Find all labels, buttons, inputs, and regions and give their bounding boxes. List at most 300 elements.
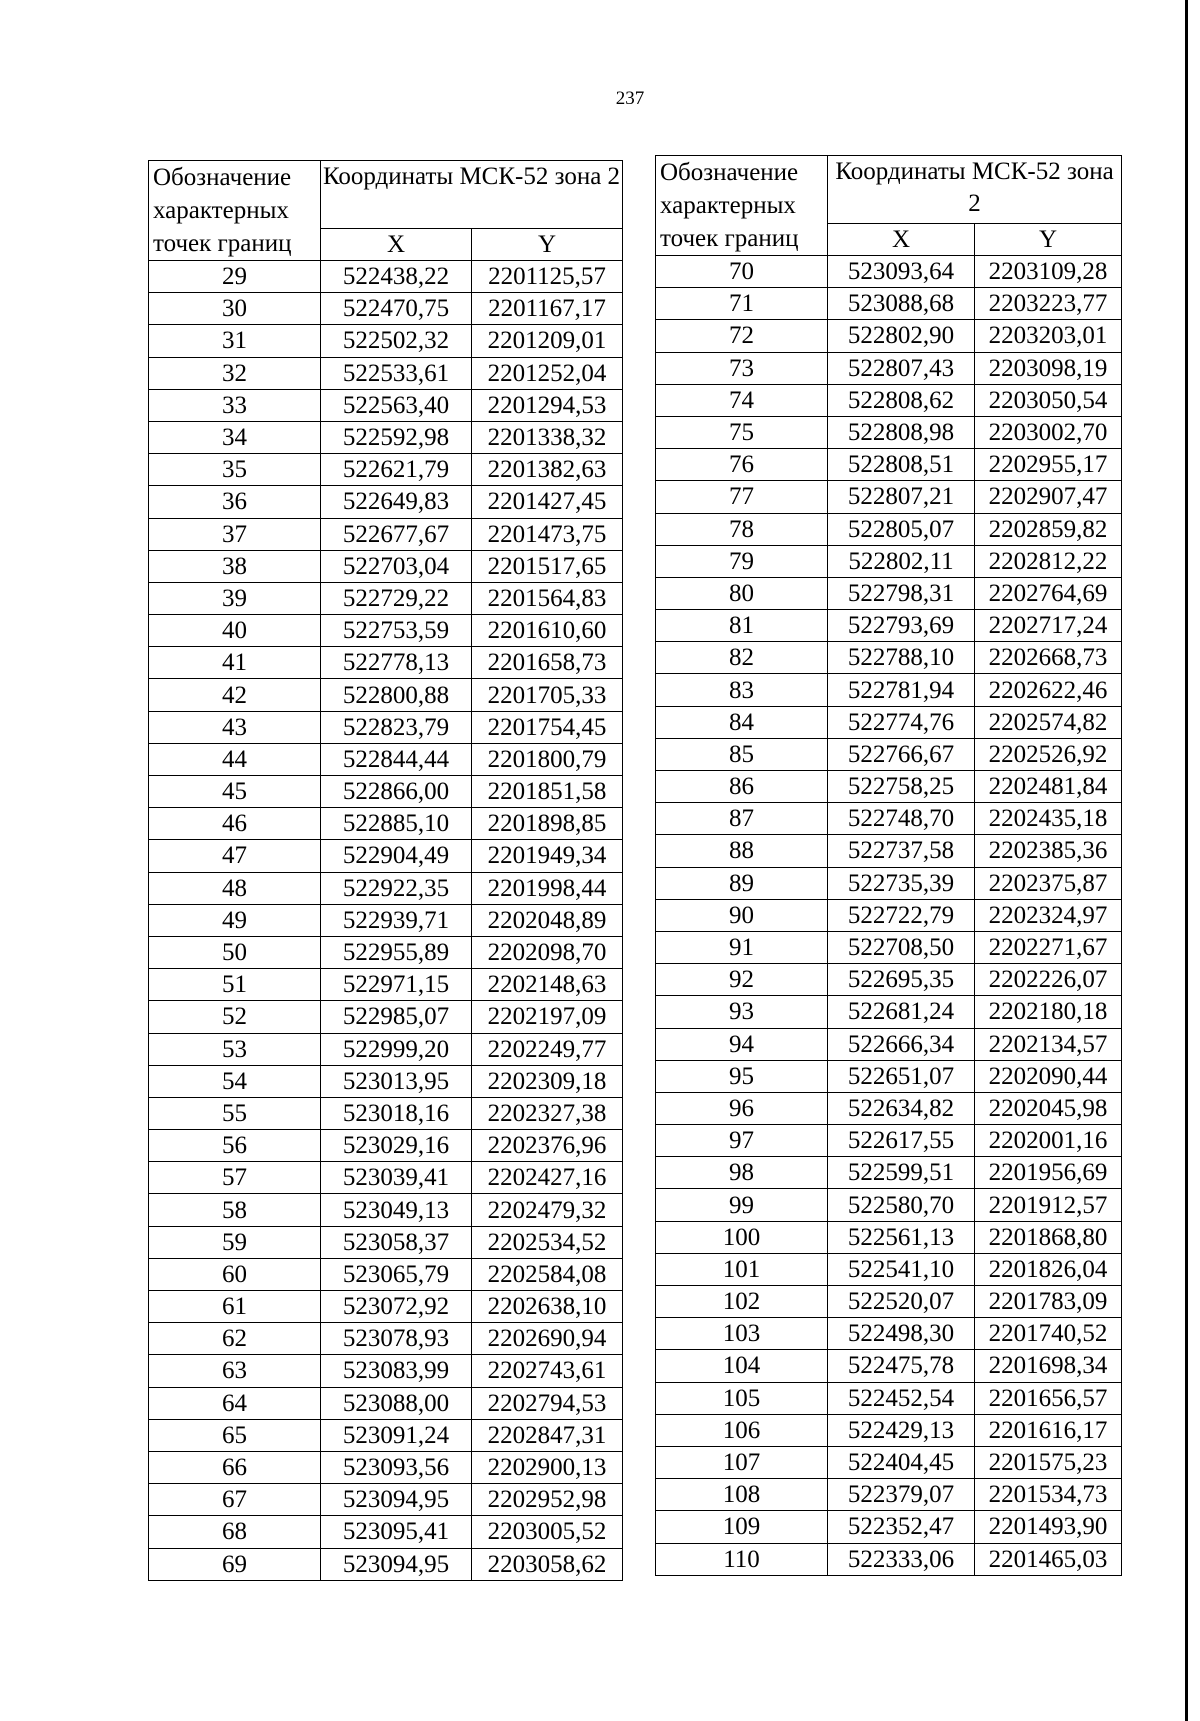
point-id-cell: 40: [149, 615, 321, 647]
y-coord-cell: 2201610,60: [472, 615, 623, 647]
table-row: [149, 1258, 623, 1290]
x-coord-cell: 523088,00: [321, 1387, 472, 1419]
point-id-cell: 77: [656, 481, 828, 513]
table-row: [656, 931, 1122, 963]
x-coord-cell: 523078,93: [321, 1323, 472, 1355]
y-coord-cell: 2201826,04: [975, 1253, 1122, 1285]
x-coord-cell: 523094,95: [321, 1484, 472, 1516]
table-row: [656, 1157, 1122, 1189]
point-id-cell: 41: [149, 647, 321, 679]
x-coord-cell: 522735,39: [828, 867, 975, 899]
table-row: [149, 389, 623, 421]
table-row: [656, 1286, 1122, 1318]
table-row: [149, 1419, 623, 1451]
table-row: [149, 1323, 623, 1355]
y-coord-cell: 2202622,46: [975, 674, 1122, 706]
table-row: [656, 610, 1122, 642]
header-y: Y: [975, 224, 1122, 256]
y-coord-cell: 2201616,17: [975, 1414, 1122, 1446]
y-coord-cell: 2202324,97: [975, 899, 1122, 931]
y-coord-cell: 2201658,73: [472, 647, 623, 679]
y-coord-cell: 2201898,85: [472, 808, 623, 840]
y-coord-cell: 2202376,96: [472, 1130, 623, 1162]
x-coord-cell: 522748,70: [828, 803, 975, 835]
x-coord-cell: 522617,55: [828, 1125, 975, 1157]
table-row: [149, 1516, 623, 1548]
point-id-cell: 69: [149, 1548, 321, 1580]
point-id-cell: 29: [149, 261, 321, 293]
point-id-cell: 98: [656, 1157, 828, 1189]
y-coord-cell: 2201125,57: [472, 261, 623, 293]
page-number: 237: [615, 88, 645, 109]
point-id-cell: 37: [149, 518, 321, 550]
y-coord-cell: 2202668,73: [975, 642, 1122, 674]
x-coord-cell: 522802,90: [828, 320, 975, 352]
table-row: [149, 1451, 623, 1483]
y-coord-cell: 2203203,01: [975, 320, 1122, 352]
point-id-cell: 110: [656, 1543, 828, 1575]
y-coord-cell: 2202794,53: [472, 1387, 623, 1419]
y-coord-cell: 2202309,18: [472, 1065, 623, 1097]
x-coord-cell: 522621,79: [321, 454, 472, 486]
x-coord-cell: 522781,94: [828, 674, 975, 706]
x-coord-cell: 523094,95: [321, 1548, 472, 1580]
table-row: [656, 1350, 1122, 1382]
x-coord-cell: 522955,89: [321, 936, 472, 968]
x-coord-cell: 523065,79: [321, 1258, 472, 1290]
point-id-cell: 48: [149, 872, 321, 904]
x-coord-cell: 522793,69: [828, 610, 975, 642]
y-coord-cell: 2201564,83: [472, 582, 623, 614]
table-row: [656, 449, 1122, 481]
y-coord-cell: 2201912,57: [975, 1189, 1122, 1221]
x-coord-cell: 522561,13: [828, 1221, 975, 1253]
y-coord-cell: 2202859,82: [975, 513, 1122, 545]
y-coord-cell: 2201868,80: [975, 1221, 1122, 1253]
table-row: [656, 256, 1122, 288]
y-coord-cell: 2202526,92: [975, 738, 1122, 770]
x-coord-cell: 522985,07: [321, 1001, 472, 1033]
table-row: [656, 1125, 1122, 1157]
table-row: [656, 642, 1122, 674]
point-id-cell: 62: [149, 1323, 321, 1355]
table-row: [656, 1446, 1122, 1478]
table-row: [656, 288, 1122, 320]
table-row: [149, 550, 623, 582]
table-row: [149, 1065, 623, 1097]
point-id-cell: 32: [149, 357, 321, 389]
table-row: [149, 1097, 623, 1129]
x-coord-cell: 522885,10: [321, 808, 472, 840]
point-id-cell: 107: [656, 1446, 828, 1478]
x-coord-cell: 522681,24: [828, 996, 975, 1028]
x-coord-cell: 523039,41: [321, 1162, 472, 1194]
point-id-cell: 76: [656, 449, 828, 481]
point-id-cell: 56: [149, 1130, 321, 1162]
x-coord-cell: 523083,99: [321, 1355, 472, 1387]
table-row: [656, 320, 1122, 352]
y-coord-cell: 2202098,70: [472, 936, 623, 968]
table-row: [656, 1092, 1122, 1124]
y-coord-cell: 2201783,09: [975, 1286, 1122, 1318]
x-coord-cell: 523018,16: [321, 1097, 472, 1129]
y-coord-cell: 2201294,53: [472, 389, 623, 421]
x-coord-cell: 522649,83: [321, 486, 472, 518]
x-coord-cell: 523049,13: [321, 1194, 472, 1226]
point-id-cell: 101: [656, 1253, 828, 1285]
x-coord-cell: 522753,59: [321, 615, 472, 647]
x-coord-cell: 523029,16: [321, 1130, 472, 1162]
point-id-cell: 80: [656, 577, 828, 609]
x-coord-cell: 522774,76: [828, 706, 975, 738]
point-id-cell: 53: [149, 1033, 321, 1065]
header-coords-label: Координаты МСК-52 зона 2: [828, 156, 1122, 224]
y-coord-cell: 2202090,44: [975, 1060, 1122, 1092]
y-coord-cell: 2203058,62: [472, 1548, 623, 1580]
x-coord-cell: 522352,47: [828, 1511, 975, 1543]
table-row: [149, 357, 623, 389]
point-id-cell: 75: [656, 416, 828, 448]
x-coord-cell: 523058,37: [321, 1226, 472, 1258]
table-row: [149, 1355, 623, 1387]
table-row: [656, 481, 1122, 513]
point-id-cell: 88: [656, 835, 828, 867]
x-coord-cell: 522737,58: [828, 835, 975, 867]
x-coord-cell: 522520,07: [828, 1286, 975, 1318]
header-x: X: [828, 224, 975, 256]
x-coord-cell: 522541,10: [828, 1253, 975, 1285]
table-row: [149, 486, 623, 518]
header-x: X: [321, 229, 472, 261]
x-coord-cell: 522939,71: [321, 904, 472, 936]
point-id-cell: 55: [149, 1097, 321, 1129]
point-id-cell: 74: [656, 384, 828, 416]
point-id-cell: 63: [149, 1355, 321, 1387]
x-coord-cell: 522798,31: [828, 577, 975, 609]
point-id-cell: 83: [656, 674, 828, 706]
y-coord-cell: 2201493,90: [975, 1511, 1122, 1543]
x-coord-cell: 522805,07: [828, 513, 975, 545]
point-id-cell: 33: [149, 389, 321, 421]
point-id-cell: 30: [149, 293, 321, 325]
y-coord-cell: 2202717,24: [975, 610, 1122, 642]
point-id-cell: 49: [149, 904, 321, 936]
table-row: [149, 325, 623, 357]
point-id-cell: 39: [149, 582, 321, 614]
table-row: [656, 1318, 1122, 1350]
table-row: [656, 384, 1122, 416]
y-coord-cell: 2202690,94: [472, 1323, 623, 1355]
y-coord-cell: 2201800,79: [472, 743, 623, 775]
table-row: [656, 1060, 1122, 1092]
point-id-cell: 51: [149, 969, 321, 1001]
y-coord-cell: 2202197,09: [472, 1001, 623, 1033]
point-id-cell: 54: [149, 1065, 321, 1097]
table-row: [149, 261, 623, 293]
table-row: [149, 1001, 623, 1033]
y-coord-cell: 2202048,89: [472, 904, 623, 936]
x-coord-cell: 523013,95: [321, 1065, 472, 1097]
x-coord-cell: 522429,13: [828, 1414, 975, 1446]
x-coord-cell: 522470,75: [321, 293, 472, 325]
table-row: [656, 674, 1122, 706]
x-coord-cell: 522971,15: [321, 969, 472, 1001]
point-id-cell: 103: [656, 1318, 828, 1350]
x-coord-cell: 523072,92: [321, 1291, 472, 1323]
coordinates-table-right: [655, 155, 1122, 1576]
header-point-label: Обозначение характерных точек границ: [149, 161, 321, 261]
y-coord-cell: 2202427,16: [472, 1162, 623, 1194]
table-row: [656, 964, 1122, 996]
table-row: [656, 1511, 1122, 1543]
point-id-cell: 95: [656, 1060, 828, 1092]
point-id-cell: 72: [656, 320, 828, 352]
point-id-cell: 36: [149, 486, 321, 518]
x-coord-cell: 522788,10: [828, 642, 975, 674]
table-body-right: [656, 256, 1122, 1576]
x-coord-cell: 523095,41: [321, 1516, 472, 1548]
table-row: [149, 872, 623, 904]
y-coord-cell: 2203002,70: [975, 416, 1122, 448]
x-coord-cell: 522563,40: [321, 389, 472, 421]
point-id-cell: 66: [149, 1451, 321, 1483]
x-coord-cell: 522802,11: [828, 545, 975, 577]
table-row: [149, 679, 623, 711]
y-coord-cell: 2202375,87: [975, 867, 1122, 899]
point-id-cell: 79: [656, 545, 828, 577]
table-row: [656, 1221, 1122, 1253]
x-coord-cell: 522333,06: [828, 1543, 975, 1575]
y-coord-cell: 2202435,18: [975, 803, 1122, 835]
y-coord-cell: 2202271,67: [975, 931, 1122, 963]
table-row: [149, 518, 623, 550]
table-row: [656, 577, 1122, 609]
y-coord-cell: 2202001,16: [975, 1125, 1122, 1157]
y-coord-cell: 2202385,36: [975, 835, 1122, 867]
point-id-cell: 81: [656, 610, 828, 642]
x-coord-cell: 522708,50: [828, 931, 975, 963]
y-coord-cell: 2201740,52: [975, 1318, 1122, 1350]
point-id-cell: 82: [656, 642, 828, 674]
point-id-cell: 59: [149, 1226, 321, 1258]
y-coord-cell: 2201851,58: [472, 776, 623, 808]
x-coord-cell: 522533,61: [321, 357, 472, 389]
point-id-cell: 34: [149, 421, 321, 453]
y-coord-cell: 2201956,69: [975, 1157, 1122, 1189]
point-id-cell: 43: [149, 711, 321, 743]
point-id-cell: 50: [149, 936, 321, 968]
table-row: [149, 969, 623, 1001]
x-coord-cell: 522999,20: [321, 1033, 472, 1065]
table-row: [149, 1033, 623, 1065]
header-y: Y: [472, 229, 623, 261]
point-id-cell: 67: [149, 1484, 321, 1516]
table-row: [656, 835, 1122, 867]
header-coords-label: Координаты МСК-52 зона 2: [321, 161, 623, 229]
y-coord-cell: 2201517,65: [472, 550, 623, 582]
x-coord-cell: 522922,35: [321, 872, 472, 904]
x-coord-cell: 522677,67: [321, 518, 472, 550]
y-coord-cell: 2202743,61: [472, 1355, 623, 1387]
x-coord-cell: 522498,30: [828, 1318, 975, 1350]
point-id-cell: 94: [656, 1028, 828, 1060]
y-coord-cell: 2202180,18: [975, 996, 1122, 1028]
x-coord-cell: 522866,00: [321, 776, 472, 808]
point-id-cell: 71: [656, 288, 828, 320]
table-row: [149, 1291, 623, 1323]
point-id-cell: 84: [656, 706, 828, 738]
x-coord-cell: 523093,56: [321, 1451, 472, 1483]
x-coord-cell: 522379,07: [828, 1479, 975, 1511]
y-coord-cell: 2202764,69: [975, 577, 1122, 609]
y-coord-cell: 2201998,44: [472, 872, 623, 904]
table-row: [149, 1226, 623, 1258]
table-row: [149, 615, 623, 647]
y-coord-cell: 2202534,52: [472, 1226, 623, 1258]
x-coord-cell: 522807,43: [828, 352, 975, 384]
point-id-cell: 42: [149, 679, 321, 711]
y-coord-cell: 2202045,98: [975, 1092, 1122, 1124]
point-id-cell: 90: [656, 899, 828, 931]
point-id-cell: 102: [656, 1286, 828, 1318]
table-row: [656, 706, 1122, 738]
y-coord-cell: 2202481,84: [975, 771, 1122, 803]
table-row: [149, 808, 623, 840]
x-coord-cell: 522651,07: [828, 1060, 975, 1092]
y-coord-cell: 2201754,45: [472, 711, 623, 743]
table-row: [149, 647, 623, 679]
y-coord-cell: 2201465,03: [975, 1543, 1122, 1575]
y-coord-cell: 2202249,77: [472, 1033, 623, 1065]
y-coord-cell: 2202907,47: [975, 481, 1122, 513]
point-id-cell: 44: [149, 743, 321, 775]
table-row: [656, 899, 1122, 931]
y-coord-cell: 2201949,34: [472, 840, 623, 872]
x-coord-cell: 522807,21: [828, 481, 975, 513]
point-id-cell: 92: [656, 964, 828, 996]
x-coord-cell: 522800,88: [321, 679, 472, 711]
table-row: [656, 1414, 1122, 1446]
x-coord-cell: 523091,24: [321, 1419, 472, 1451]
x-coord-cell: 522592,98: [321, 421, 472, 453]
x-coord-cell: 523088,68: [828, 288, 975, 320]
table-row: [149, 454, 623, 486]
point-id-cell: 45: [149, 776, 321, 808]
y-coord-cell: 2202574,82: [975, 706, 1122, 738]
table-row: [656, 352, 1122, 384]
x-coord-cell: 522778,13: [321, 647, 472, 679]
point-id-cell: 108: [656, 1479, 828, 1511]
point-id-cell: 52: [149, 1001, 321, 1033]
coordinates-table-left: [148, 160, 623, 1581]
table-row: [656, 1189, 1122, 1221]
table-row: [149, 1548, 623, 1580]
point-id-cell: 70: [656, 256, 828, 288]
y-coord-cell: 2202952,98: [472, 1484, 623, 1516]
point-id-cell: 87: [656, 803, 828, 835]
table-row: [149, 776, 623, 808]
x-coord-cell: 522823,79: [321, 711, 472, 743]
table-row: [656, 513, 1122, 545]
table-body-left: [149, 261, 623, 1581]
y-coord-cell: 2202584,08: [472, 1258, 623, 1290]
table-row: [656, 771, 1122, 803]
point-id-cell: 99: [656, 1189, 828, 1221]
y-coord-cell: 2202900,13: [472, 1451, 623, 1483]
point-id-cell: 104: [656, 1350, 828, 1382]
y-coord-cell: 2201575,23: [975, 1446, 1122, 1478]
point-id-cell: 93: [656, 996, 828, 1028]
y-coord-cell: 2203005,52: [472, 1516, 623, 1548]
y-coord-cell: 2202327,38: [472, 1097, 623, 1129]
point-id-cell: 58: [149, 1194, 321, 1226]
point-id-cell: 46: [149, 808, 321, 840]
y-coord-cell: 2201167,17: [472, 293, 623, 325]
y-coord-cell: 2203109,28: [975, 256, 1122, 288]
x-coord-cell: 522695,35: [828, 964, 975, 996]
x-coord-cell: 522904,49: [321, 840, 472, 872]
table-row: [656, 1543, 1122, 1575]
x-coord-cell: 522634,82: [828, 1092, 975, 1124]
table-row: [149, 904, 623, 936]
x-coord-cell: 522666,34: [828, 1028, 975, 1060]
point-id-cell: 31: [149, 325, 321, 357]
y-coord-cell: 2201705,33: [472, 679, 623, 711]
x-coord-cell: 522502,32: [321, 325, 472, 357]
point-id-cell: 38: [149, 550, 321, 582]
x-coord-cell: 522808,62: [828, 384, 975, 416]
point-id-cell: 106: [656, 1414, 828, 1446]
header-point-label: Обозначение характерных точек границ: [656, 156, 828, 256]
x-coord-cell: 522452,54: [828, 1382, 975, 1414]
point-id-cell: 109: [656, 1511, 828, 1543]
y-coord-cell: 2201534,73: [975, 1479, 1122, 1511]
point-id-cell: 97: [656, 1125, 828, 1157]
table-row: [149, 582, 623, 614]
y-coord-cell: 2202955,17: [975, 449, 1122, 481]
y-coord-cell: 2202226,07: [975, 964, 1122, 996]
point-id-cell: 78: [656, 513, 828, 545]
point-id-cell: 47: [149, 840, 321, 872]
x-coord-cell: 522475,78: [828, 1350, 975, 1382]
point-id-cell: 100: [656, 1221, 828, 1253]
table-row: [149, 711, 623, 743]
table-row: [149, 1130, 623, 1162]
table-row: [656, 545, 1122, 577]
y-coord-cell: 2201209,01: [472, 325, 623, 357]
point-id-cell: 60: [149, 1258, 321, 1290]
y-coord-cell: 2202148,63: [472, 969, 623, 1001]
table-row: [149, 1162, 623, 1194]
point-id-cell: 57: [149, 1162, 321, 1194]
x-coord-cell: 522758,25: [828, 771, 975, 803]
point-id-cell: 105: [656, 1382, 828, 1414]
y-coord-cell: 2201382,63: [472, 454, 623, 486]
point-id-cell: 64: [149, 1387, 321, 1419]
point-id-cell: 35: [149, 454, 321, 486]
x-coord-cell: 522722,79: [828, 899, 975, 931]
table-row: [656, 1382, 1122, 1414]
table-row: [149, 1484, 623, 1516]
x-coord-cell: 522438,22: [321, 261, 472, 293]
y-coord-cell: 2201473,75: [472, 518, 623, 550]
table-row: [656, 416, 1122, 448]
y-coord-cell: 2201338,32: [472, 421, 623, 453]
table-row: [149, 743, 623, 775]
point-id-cell: 89: [656, 867, 828, 899]
y-coord-cell: 2202812,22: [975, 545, 1122, 577]
point-id-cell: 73: [656, 352, 828, 384]
